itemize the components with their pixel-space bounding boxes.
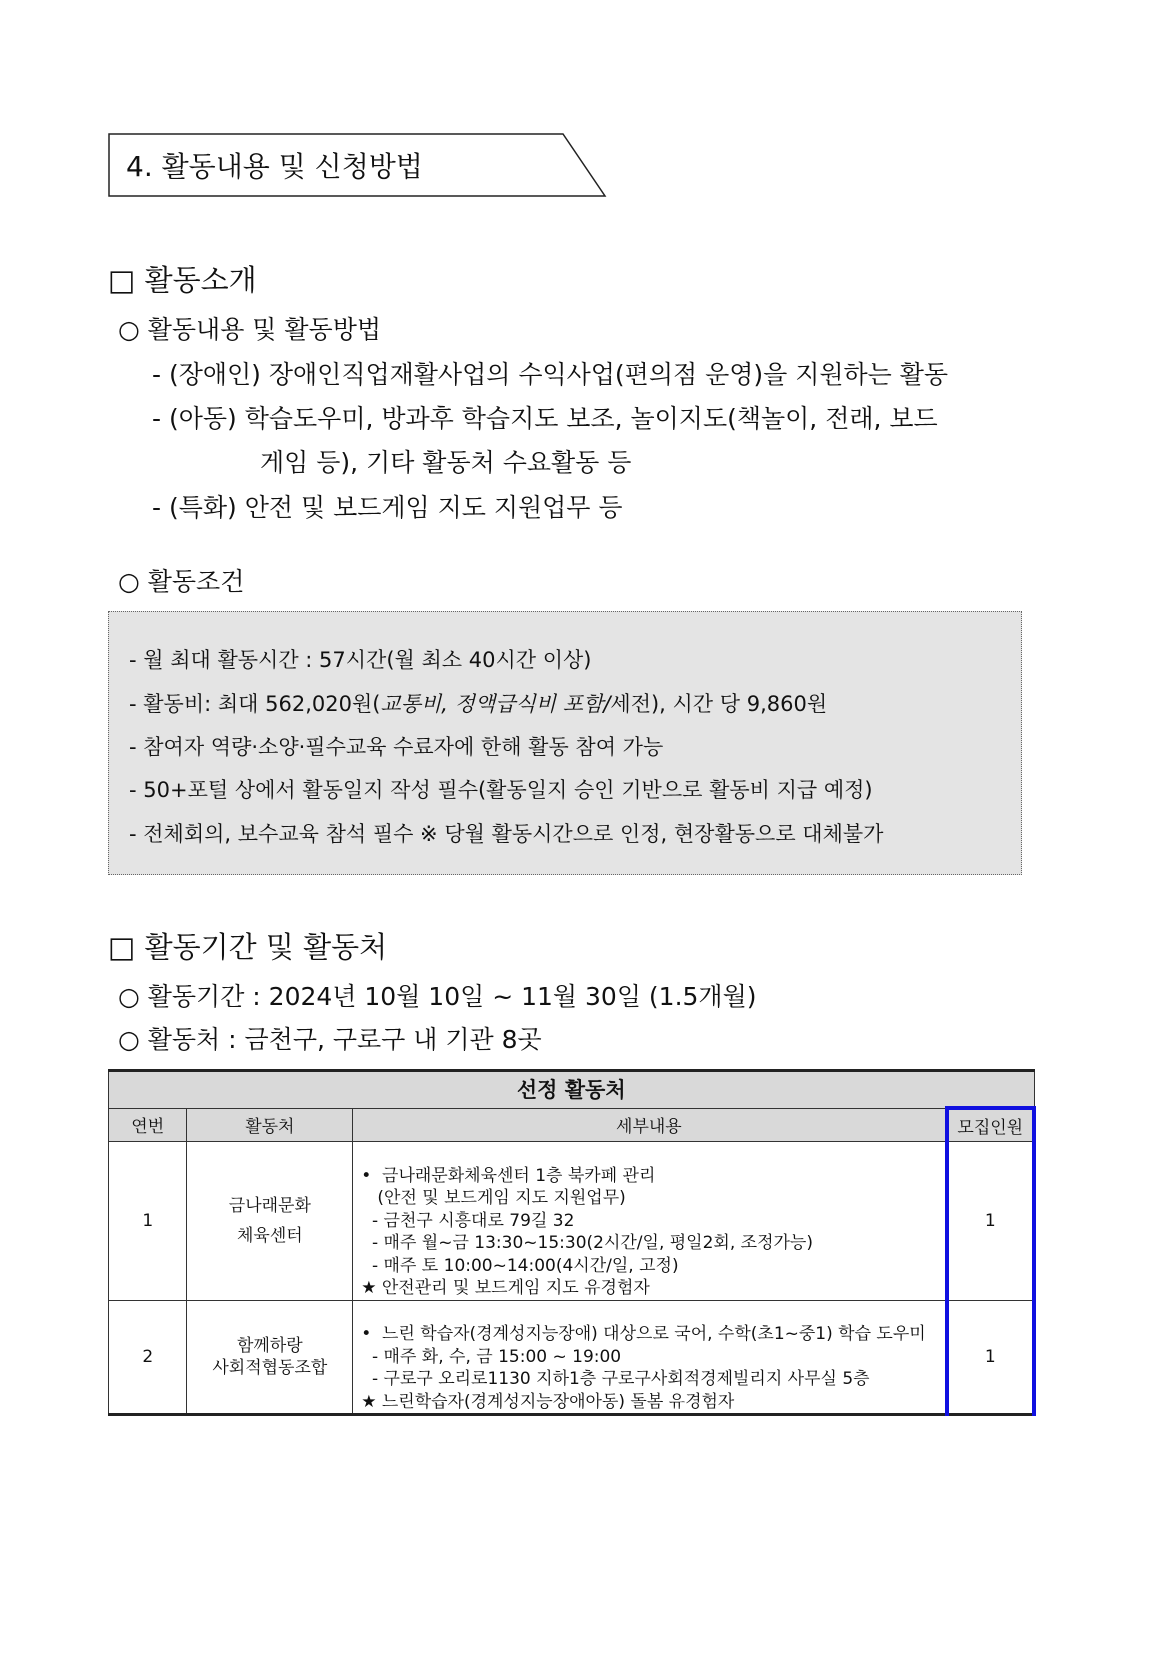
conditions-heading: ○ 활동조건 [118,567,245,596]
intro-item-cont: 게임 등), 기타 활동처 수요활동 등 [260,448,632,477]
detail-line: ★ 안전관리 및 보드게임 지도 유경험자 [361,1278,650,1298]
col-header-place: 활동처 [187,1108,353,1142]
detail-line: ★ 느린학습자(경계성지능장애아동) 돌봄 유경험자 [361,1391,735,1412]
row-place [187,1142,353,1301]
condition-text: - 활동비: 최대 562,020원( [129,692,381,716]
detail-line: - 매주 화, 수, 금 15:00 ~ 19:00 [361,1346,622,1367]
col-header-count: 모집인원 [947,1108,1034,1142]
row-count: 1 [947,1142,1034,1301]
selected-places-table [108,1069,1036,1416]
row-place [187,1300,353,1415]
condition-line: - 50+포털 상에서 활동일지 작성 필수(활동일지 승인 기반으로 활동비 지급 예정) [129,778,873,802]
detail-line: • 느린 학습자(경계성지능장애) 대상으로 국어, 수학(초1~중1) 학습 도우미 [361,1324,926,1344]
row-details [353,1300,947,1415]
condition-italic: 교통비, 정액급식비 포함/ [380,692,611,716]
condition-line: - 참여자 역량·소양·필수교육 수료자에 한해 활동 참여 가능 [129,735,664,759]
place-line: 사회적협동조합 [212,1357,328,1378]
condition-line [129,688,827,718]
condition-line: - 전체회의, 보수교육 참석 필수 ※ 당월 활동시간으로 인정, 현장활동으로 대체불가 [129,822,884,846]
table-row [109,1142,1035,1301]
row-details [353,1142,947,1301]
detail-line: • 금나래문화체육센터 1층 북카페 관리 [361,1165,656,1186]
detail-line: - 매주 월~금 13:30~15:30(2시간/일, 평일2회, 조정가능) [361,1233,813,1253]
intro-item: - (장애인) 장애인직업재활사업의 수익사업(편의점 운영)을 지원하는 활동 [152,360,949,389]
period-heading: □ 활동기간 및 활동처 [108,930,388,964]
detail-line: (안전 및 보드게임 지도 지원업무) [361,1188,626,1208]
intro-subheading: ○ 활동내용 및 활동방법 [118,315,382,344]
table-title: 선정 활동처 [109,1071,1035,1109]
detail-line: - 구로구 오리로1130 지하1층 구로구사회적경제빌리지 사무실 5층 [361,1369,870,1389]
col-header-no: 연번 [109,1108,187,1142]
place-line: 금나래문화 [228,1195,311,1216]
table-row [109,1300,1035,1415]
condition-text: 세전), 시간 당 9,860원 [610,692,828,716]
detail-line: - 매주 토 10:00~14:00(4시간/일, 고정) [361,1255,679,1276]
section-title: 4. 활동내용 및 신청방법 [126,150,423,183]
detail-line: - 금천구 시흥대로 79길 32 [361,1210,575,1231]
section-title-box [108,133,608,197]
row-count: 1 [947,1300,1034,1415]
conditions-box [108,611,1022,875]
condition-line: - 월 최대 활동시간 : 57시간(월 최소 40시간 이상) [129,648,592,672]
row-no: 2 [109,1300,187,1415]
place-line: 함께하랑 [236,1335,303,1356]
intro-item: - (아동) 학습도우미, 방과후 학습지도 보조, 놀이지도(책놀이, 전래, 보드 [152,404,938,433]
col-header-details: 세부내용 [353,1108,947,1142]
place-line: 체육센터 [236,1225,303,1246]
intro-item: - (특화) 안전 및 보드게임 지도 지원업무 등 [152,493,623,522]
row-no: 1 [109,1142,187,1301]
intro-heading: □ 활동소개 [108,263,257,297]
period-text: ○ 활동기간 : 2024년 10월 10일 ~ 11월 30일 (1.5개월) [118,982,757,1011]
places-text: ○ 활동처 : 금천구, 구로구 내 기관 8곳 [118,1025,542,1054]
